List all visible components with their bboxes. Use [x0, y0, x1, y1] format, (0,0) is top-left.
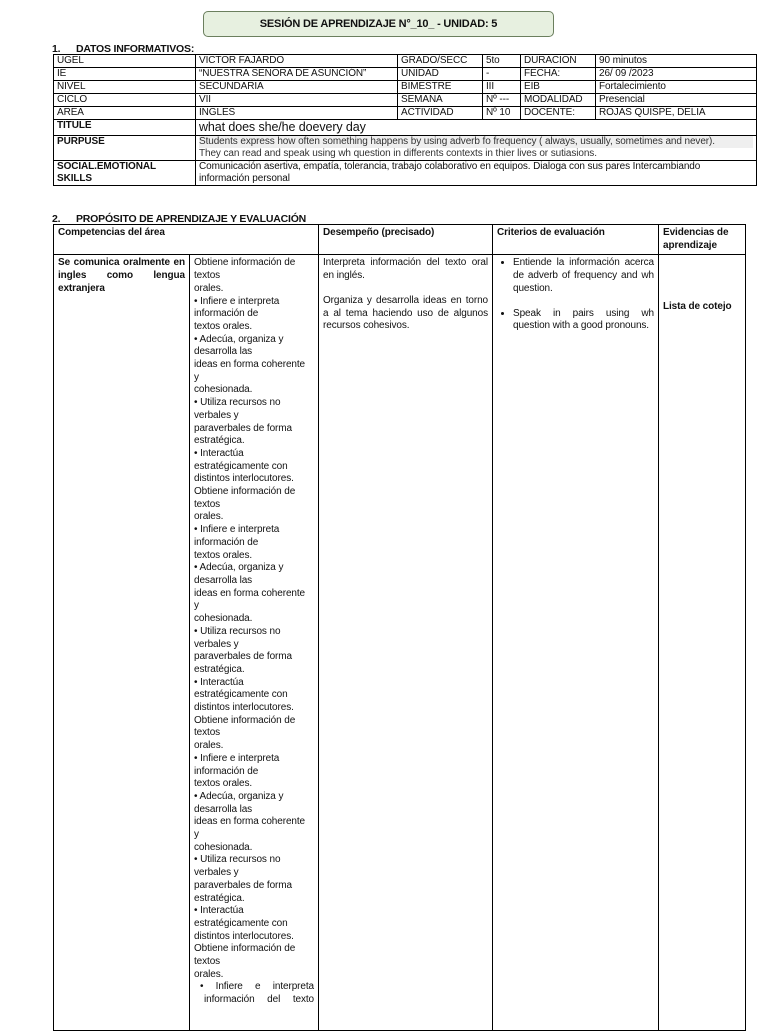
capacidad-line: ideas en forma coherente: [194, 587, 306, 599]
capacidad-line: orales.: [194, 511, 224, 523]
capacidad-line: información de: [194, 765, 259, 777]
info-cell: VICTOR FAJARDO: [196, 55, 398, 68]
capacidad-line: Obtiene información de: [194, 943, 296, 955]
capacidad-line: paraverbales de forma: [194, 422, 292, 434]
capacidad-line: desarrolla las: [194, 346, 253, 358]
capacidad-line: y: [194, 829, 199, 841]
competencia-cell: Se comunica oralmente en ingles como lengua extranjera: [54, 255, 190, 1031]
info-cell: 26/ 09 /2023: [596, 68, 757, 81]
purpose-line-2: They can read and speak using wh question in differents contexts in thier lives or sutiasions.: [199, 148, 597, 159]
capacidad-line: • Infiere e interpreta: [194, 295, 280, 307]
titule-value: what does she/he doevery day: [196, 120, 757, 136]
info-cell: III: [483, 81, 521, 94]
capacidad-line: paraverbales de forma: [194, 879, 292, 891]
capacidad-line: cohesionada.: [194, 384, 253, 396]
capacidad-line: orales.: [194, 740, 224, 752]
capacidad-line: cohesionada.: [194, 841, 253, 853]
info-cell: VII: [196, 94, 398, 107]
info-cell: AREA: [54, 107, 196, 120]
info-cell: DOCENTE:: [521, 107, 596, 120]
capacidad-line: Obtiene información de: [194, 486, 296, 498]
info-table: [53, 54, 757, 186]
capacidad-line: desarrolla las: [194, 803, 253, 815]
capacidad-line: • Interactúa: [194, 676, 244, 688]
capacidad-line: • Infiere e interpreta: [194, 752, 280, 764]
capacidad-line: estratégicamente con: [194, 917, 288, 929]
capacidad-line: • Interactúa: [194, 447, 244, 459]
capacidad-line: textos: [194, 498, 221, 510]
capacidad-line: desarrolla las: [194, 574, 253, 586]
titule-row: [54, 120, 757, 136]
capacidad-line: estratégicamente con: [194, 460, 288, 472]
capacidad-line: verbales y: [194, 867, 239, 879]
info-cell: UNIDAD: [398, 68, 483, 81]
info-cell: Presencial: [596, 94, 757, 107]
header-criterios: Criterios de evaluación: [493, 225, 659, 255]
capacidad-line: • Infiere e interpreta: [194, 524, 280, 536]
info-cell: IE: [54, 68, 196, 81]
capacidad-line: cohesionada.: [194, 613, 253, 625]
purpose-line-1: Students express how often something happens by using adverb fo frequency ( always, usually, sometimes and never).: [199, 136, 753, 148]
desempeno-1: Interpreta información del texto oral en inglés.: [323, 257, 488, 282]
header-competencias: Competencias del área: [54, 225, 319, 255]
criterios-list: [497, 257, 654, 333]
capacidad-line: distintos interlocutores.: [194, 473, 294, 485]
social-row: [54, 161, 757, 186]
desempeno-2: Organiza y desarrolla ideas en torno a al tema haciendo uso de algunos recursos cohesivos.: [323, 294, 488, 332]
capacidades-cell: [190, 255, 319, 1031]
info-cell: “NUESTRA SEÑORA DE ASUNCIÓN”: [196, 68, 398, 81]
capacidad-tail-1: • Infiere e interpreta: [200, 981, 314, 993]
capacidad-line: ideas en forma coherente: [194, 359, 306, 371]
capacidad-line: estratégica.: [194, 663, 245, 675]
info-cell: ROJAS QUISPE, DELIA: [596, 107, 757, 120]
capacidad-tail-2: información del texto: [204, 994, 314, 1006]
capacidad-line: textos orales.: [194, 320, 253, 332]
info-row: [54, 81, 757, 94]
capacidad-line: información de: [194, 308, 259, 320]
capacidad-line: textos orales.: [194, 549, 253, 561]
capacidad-line: textos orales.: [194, 778, 253, 790]
info-cell: Fortalecimiento: [596, 81, 757, 94]
info-cell: SECUNDARIA: [196, 81, 398, 94]
purpose-row: [54, 136, 757, 161]
capacidad-line: textos: [194, 727, 221, 739]
capacidad-line: paraverbales de forma: [194, 651, 292, 663]
info-row: [54, 55, 757, 68]
info-cell: CICLO: [54, 94, 196, 107]
evaluation-table: [53, 224, 746, 1031]
session-title: SESIÓN DE APRENDIZAJE N°_10_ - UNIDAD: 5: [203, 11, 554, 37]
evidencia-value: Lista de cotejo: [663, 301, 732, 313]
info-row: [54, 94, 757, 107]
social-value: Comunicación asertiva, empatía, tolerancia, trabajo colaborativo en equipos. Dialoga con sus pares Intercambiando información personal: [196, 161, 757, 186]
capacidad-line: • Utiliza recursos no: [194, 397, 281, 409]
capacidad-line: • Adecúa, organiza y: [194, 333, 284, 345]
capacidad-line: distintos interlocutores.: [194, 930, 294, 942]
info-cell: GRADO/SECC: [398, 55, 483, 68]
capacidad-line: y: [194, 600, 199, 612]
capacidad-line: ideas en forma coherente: [194, 816, 306, 828]
info-cell: BIMESTRE: [398, 81, 483, 94]
info-cell: NIVEL: [54, 81, 196, 94]
capacidad-line: Obtiene información de: [194, 714, 296, 726]
social-label: SOCIAL.EMOTIONAL SKILLS: [54, 161, 196, 186]
info-cell: -: [483, 68, 521, 81]
capacidad-line: estratégica.: [194, 892, 245, 904]
capacidad-line: distintos interlocutores.: [194, 702, 294, 714]
info-cell: 5to: [483, 55, 521, 68]
capacidad-line: verbales y: [194, 638, 239, 650]
capacidades-list: [194, 257, 314, 981]
purpose-value: [196, 136, 757, 161]
capacidad-line: • Adecúa, organiza y: [194, 790, 284, 802]
header-desempeno: Desempeño (precisado): [319, 225, 493, 255]
info-cell: FECHA:: [521, 68, 596, 81]
section-2-label: PROPÓSITO DE APRENDIZAJE Y EVALUACIÓN: [76, 213, 307, 225]
capacidad-line: textos: [194, 270, 221, 282]
capacidad-line: y: [194, 371, 199, 383]
capacidad-line: estratégicamente con: [194, 689, 288, 701]
section-1-label: DATOS INFORMATIVOS:: [76, 43, 195, 55]
capacidad-line: textos: [194, 956, 221, 968]
desempeno-cell: [319, 255, 493, 1031]
criterio-item: • Speak in pairs using wh question with a good pronouns.: [513, 308, 654, 333]
capacidad-line: • Interactúa: [194, 905, 244, 917]
evaluation-header-row: [54, 225, 746, 255]
capacidad-line: información de: [194, 536, 259, 548]
section-1-number: 1.: [52, 43, 61, 55]
criterio-item: • Entiende la información acerca de adverb of frequency and wh question.: [513, 257, 654, 295]
capacidad-line: estratégica.: [194, 435, 245, 447]
purpose-label: PURPUSE: [54, 136, 196, 161]
info-cell: 90 minutos: [596, 55, 757, 68]
info-cell: MODALIDAD: [521, 94, 596, 107]
info-cell: DURACION: [521, 55, 596, 68]
section-2-number: 2.: [52, 213, 61, 225]
header-evidencias: Evidencias de aprendizaje: [659, 225, 746, 255]
info-cell: INGLES: [196, 107, 398, 120]
info-cell: EIB: [521, 81, 596, 94]
capacidad-line: • Utiliza recursos no: [194, 854, 281, 866]
evidencias-cell: [659, 255, 746, 1031]
evaluation-row: [54, 255, 746, 1031]
capacidad-line: orales.: [194, 968, 224, 980]
info-cell: SEMANA: [398, 94, 483, 107]
info-cell: Nº 10: [483, 107, 521, 120]
info-row: [54, 107, 757, 120]
capacidad-line: verbales y: [194, 409, 239, 421]
info-cell: Nº ---: [483, 94, 521, 107]
info-cell: UGEL: [54, 55, 196, 68]
titule-label: TITULE: [54, 120, 196, 136]
info-row: [54, 68, 757, 81]
capacidad-line: Obtiene información de: [194, 257, 296, 269]
capacidad-line: orales.: [194, 282, 224, 294]
capacidad-line: • Utiliza recursos no: [194, 625, 281, 637]
capacidad-line: • Adecúa, organiza y: [194, 562, 284, 574]
info-cell: ACTIVIDAD: [398, 107, 483, 120]
criterios-cell: [493, 255, 659, 1031]
